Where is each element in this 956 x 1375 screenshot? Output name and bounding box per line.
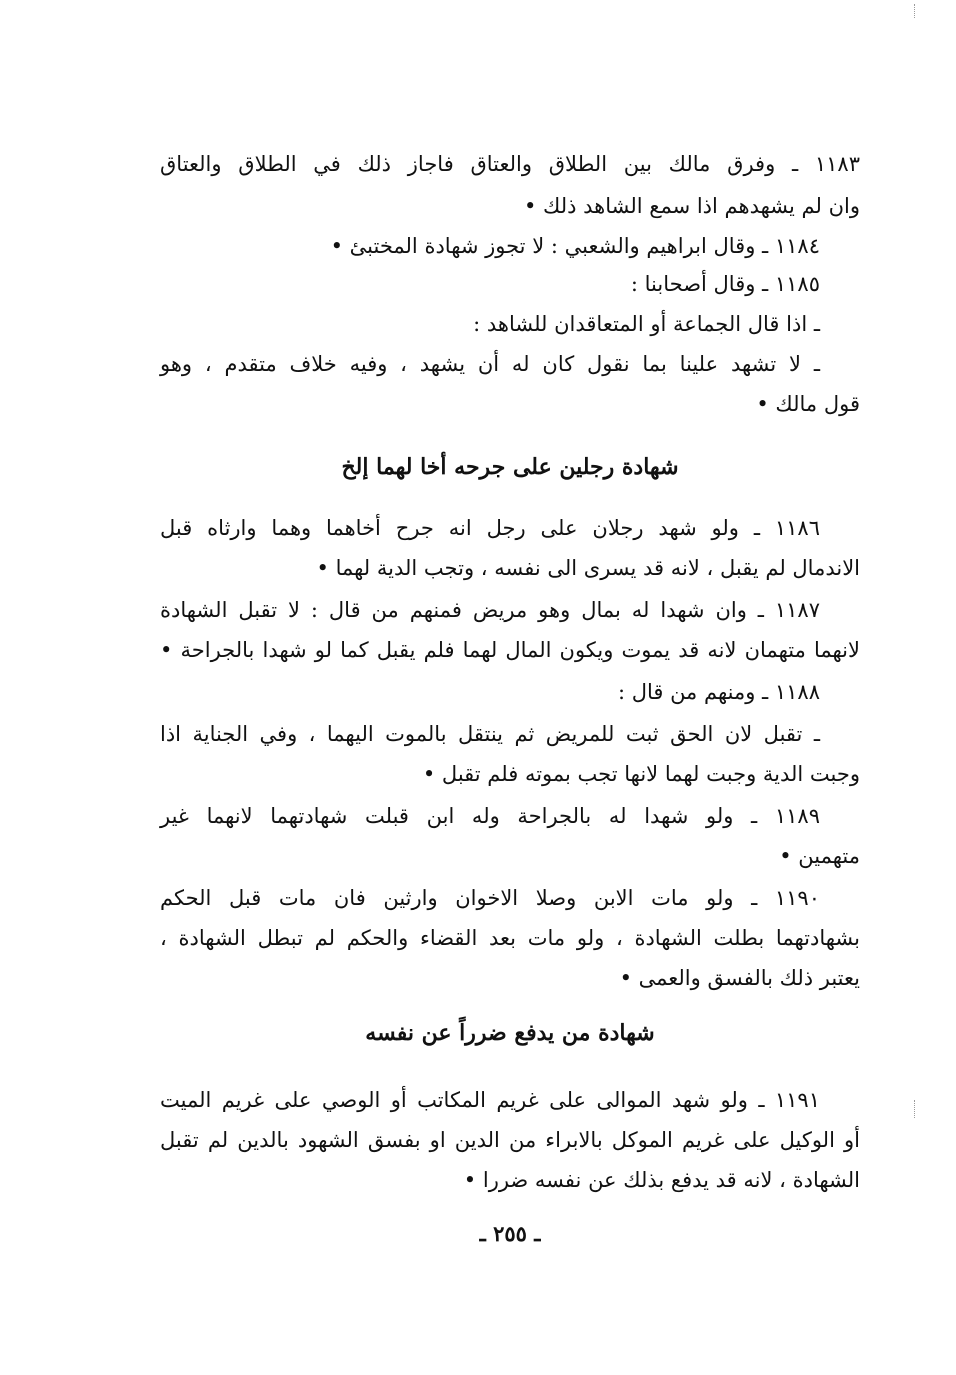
- margin-mark-top: [914, 4, 916, 18]
- paragraph-1185: ١١٨٥ ـ وقال أصحابنا :: [630, 272, 820, 296]
- paragraph-1184: ١١٨٤ ـ وقال ابراهيم والشعبي : لا تجوز شهادة المختبئ •: [330, 234, 820, 258]
- paragraph-1191-line-2: أو الوكيل على غريم الموكل بالابراء من الدين او بفسق الشهود بالدين لم تقبل: [160, 1128, 860, 1152]
- paragraph-1191-line-3: الشهادة ، لانه قد يدفع بذلك عن نفسه ضررا •: [463, 1168, 860, 1192]
- paragraph-1191-line-1: ١١٩١ ـ ولو شهد الموالى على غريم المكاتب أو الوصي على غريم الميت: [160, 1088, 820, 1112]
- section-heading-1: شهادة رجلين على جرحه أخا لهما إلخ: [341, 454, 679, 480]
- paragraph-1186-line-1: ١١٨٦ ـ ولو شهد رجلان على رجل انه جرح أخاهما وهما وارثاه قبل: [160, 516, 820, 540]
- section-3: [160, 1086, 860, 1206]
- paragraph-1190-line-1: ١١٩٠ ـ ولو مات الابن وصلا الاخوان وارثين فان مات قبل الحكم: [160, 886, 820, 910]
- paragraph-1185-quote-2-line-2: قول مالك •: [756, 392, 860, 416]
- paragraph-1188: ١١٨٨ ـ ومنهم من قال :: [617, 680, 820, 704]
- section-1: [160, 150, 860, 430]
- paragraph-1189-line-1: ١١٨٩ ـ ولو شهدا له بالجراحة وله ابن قبلت شهادتهما لانهما غير: [160, 804, 820, 828]
- section-2: [160, 514, 860, 994]
- paragraph-1187-line-2: لانهما متهمان لانه قد يموت ويكون المال لهما فلم يقبل كما لو شهدا بالجراحة •: [160, 638, 860, 662]
- paragraph-1187-line-1: ١١٨٧ ـ وان شهدا له بمال وهو مريض فمنهم من قال : لا تقبل الشهادة: [160, 598, 820, 622]
- paragraph-1186-line-2: الاندمال لم يقبل ، لانه قد يسرى الى نفسه ، وتجب الدية لهما •: [316, 556, 860, 580]
- paragraph-1190-line-3: يعتبر ذلك بالفسق والعمى •: [619, 966, 860, 990]
- paragraph-1183-line-2: وان لم يشهدهم اذا سمع الشاهد ذلك •: [523, 194, 860, 218]
- paragraph-1183-line-1: ١١٨٣ ـ وفرق مالك بين الطلاق والعتاق فاجاز ذلك في الطلاق والعتاق: [160, 152, 860, 176]
- page-number: ـ ٢٥٥ ـ: [479, 1221, 541, 1246]
- paragraph-1188-quote-line-1: ـ تقبل لان الحق ثبت للمريض ثم ينتقل بالموت اليهما ، وفي الجناية اذا: [160, 722, 820, 746]
- margin-mark-bottom: [914, 1100, 916, 1118]
- paragraph-1190-line-2: بشهادتهما بطلت الشهادة ، ولو مات بعد القضاء والحكم لم تبطل الشهادة ،: [160, 926, 860, 950]
- section-heading-2: شهادة من يدفع ضرراً عن نفسه: [365, 1020, 655, 1046]
- paragraph-1185-quote-1: ـ اذا قال الجماعة أو المتعاقدان للشاهد :: [473, 312, 820, 336]
- paragraph-1185-quote-2-line-1: ـ لا تشهد علينا بما نقول كان له أن يشهد ، وفيه خلاف متقدم ، وهو: [160, 352, 820, 376]
- paragraph-1189-line-2: متهمين •: [779, 844, 860, 868]
- paragraph-1188-quote-line-2: وجبت الدية وجبت لهما لانها تجب بموته فلم تقبل •: [422, 762, 860, 786]
